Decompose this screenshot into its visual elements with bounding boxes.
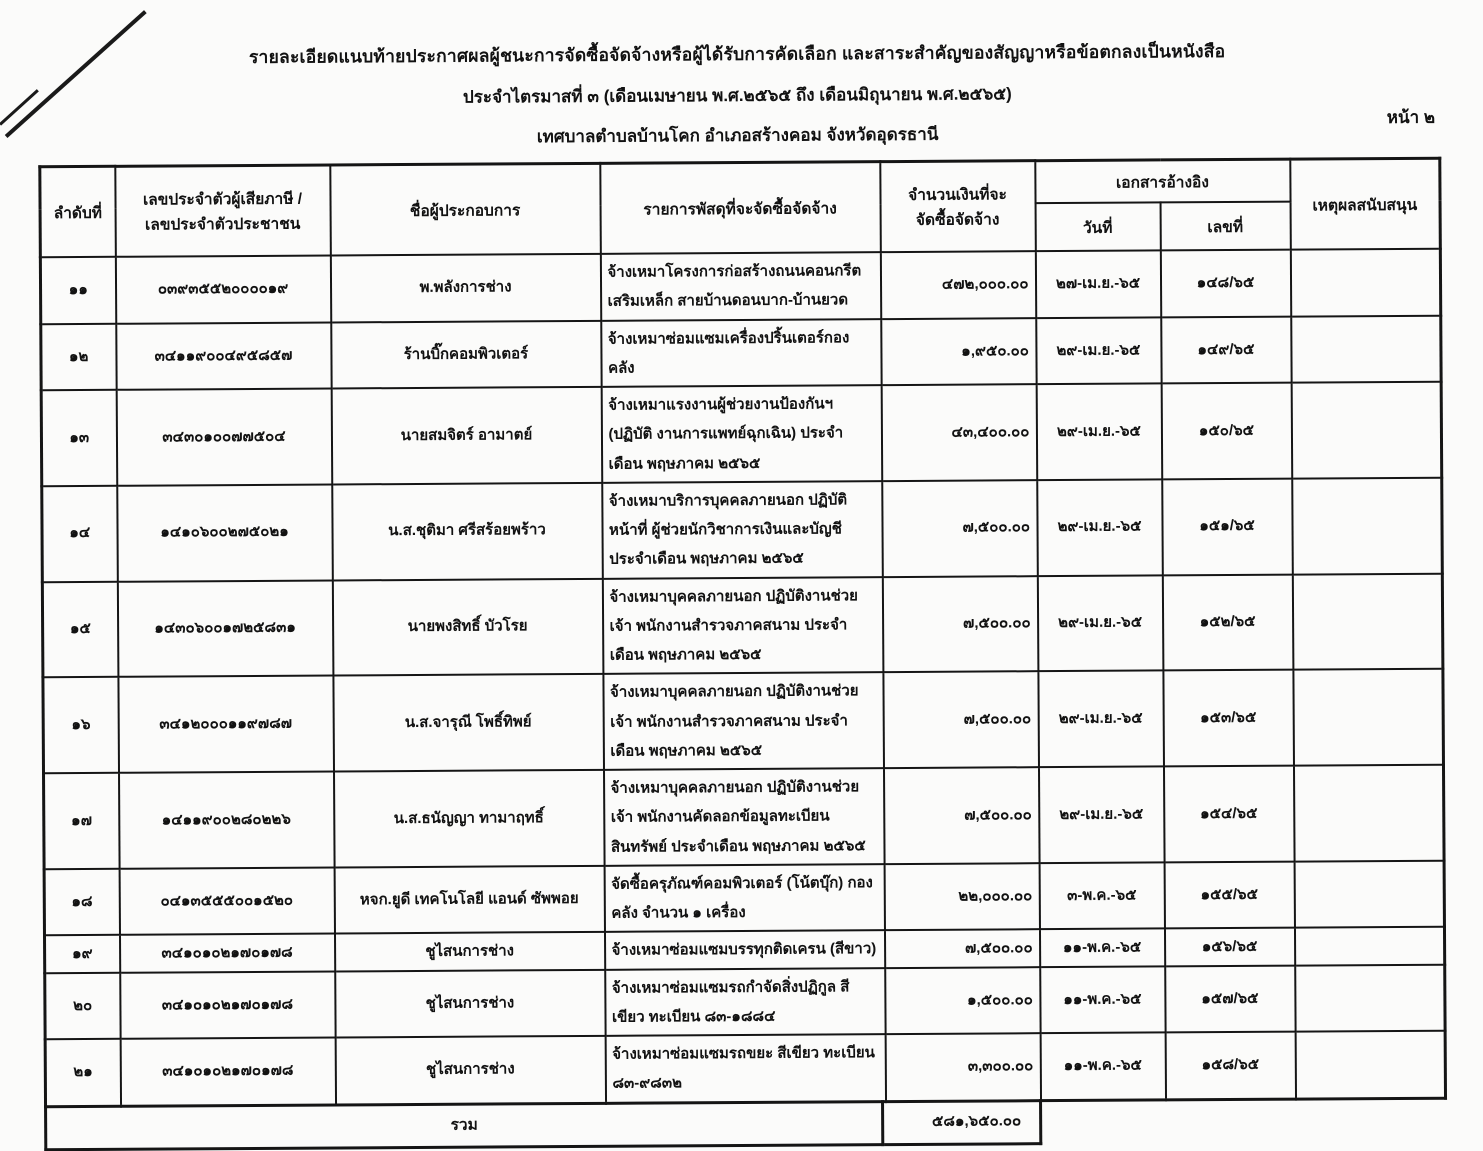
row-reason	[1290, 249, 1440, 316]
table-row	[44, 765, 1445, 869]
row-seq: ๑๗	[44, 773, 120, 869]
total-amount: ๕๘๑,๖๕๐.๐๐	[884, 1099, 1042, 1146]
document-title-line1: รายละเอียดแนบท้ายประกาศผลผู้ชนะการจัดซื้อจัดจ้างหรือผู้ได้รับการคัดเลือก และสาระสำคัญของสัญญาหรือข้อตกลงเป็นหนังสือ	[248, 41, 1226, 67]
document-header	[0, 0, 1477, 154]
row-reason	[1295, 1031, 1445, 1099]
row-seq: ๒๑	[45, 1039, 120, 1106]
row-vendor: นายพงสิทธิ์ บัวโรย	[332, 578, 603, 675]
row-item: จ้างเหมาบุคคลภายนอก ปฏิบัติงานช่วยเจ้า พนักงานสำรวจภาคสนาม ประจำเดือน พฤษภาคม ๒๕๖๕	[603, 672, 884, 769]
row-reference-date: ๓-พ.ค.-๖๕	[1039, 862, 1164, 929]
row-reason	[1293, 669, 1444, 766]
row-item: จ้างเหมาซ่อมแซมรถขยะ สีเขียว ทะเบียน ๘๓-๙๘๓๒	[605, 1034, 885, 1103]
header-reason: เหตุผลสนับสนุน	[1290, 158, 1441, 249]
row-item: จ้างเหมาซ่อมแซมรถกำจัดสิ่งปฏิกูล สีเขียว ทะเบียน ๘๓-๑๘๘๔	[605, 968, 885, 1036]
row-reason	[1294, 927, 1444, 965]
row-reference-date: ๒๙-เม.ย.-๖๕	[1038, 766, 1164, 863]
row-reference-date: ๒๙-เม.ย.-๖๕	[1037, 479, 1163, 576]
row-reference-number: ๑๕๗/๖๕	[1165, 965, 1295, 1032]
row-reference-number: ๑๕๘/๖๕	[1165, 1032, 1295, 1100]
row-item: จ้างเหมาซ่อมแซมเครื่องปริ้นเตอร์กองคลัง	[601, 319, 881, 387]
row-tax-id: ๑๔๑๐๖๐๐๒๗๕๐๒๑	[117, 484, 333, 581]
table-row	[44, 860, 1444, 935]
row-amount: ๔๗๒,๐๐๐.๐๐	[880, 251, 1035, 318]
row-reason	[1294, 765, 1445, 862]
row-amount: ๗,๕๐๐.๐๐	[883, 671, 1039, 768]
row-amount: ๗,๕๐๐.๐๐	[884, 929, 1039, 967]
header-vendor: ชื่อผู้ประกอบการ	[330, 163, 601, 255]
table-row	[45, 1031, 1445, 1107]
row-reference-number: ๑๕๓/๖๕	[1163, 670, 1294, 767]
row-reason	[1292, 477, 1443, 574]
row-reference-number: ๑๕๕/๖๕	[1164, 861, 1294, 928]
row-tax-id: ๐๔๑๓๕๕๕๐๐๑๕๒๐	[119, 867, 334, 935]
header-reference-date: วันที่	[1035, 202, 1160, 251]
row-tax-id: ๓๔๑๐๑๐๒๑๗๐๑๗๘	[120, 971, 335, 1039]
row-tax-id: ๓๔๑๐๑๐๒๑๗๐๑๗๘	[119, 934, 334, 973]
row-tax-id: ๑๔๓๐๖๐๐๑๗๒๕๘๓๑	[117, 580, 333, 677]
row-seq: ๑๖	[43, 677, 119, 773]
row-seq: ๑๓	[41, 390, 117, 486]
row-seq: ๑๕	[42, 581, 118, 677]
row-item: จ้างเหมาโครงการก่อสร้างถนนคอนกรีต เสริมเหล็ก สายบ้านดอนบาก-บ้านยวด	[600, 252, 880, 320]
procurement-table-wrapper	[38, 157, 1444, 1108]
row-amount: ๒๒,๐๐๐.๐๐	[884, 863, 1039, 930]
row-seq: ๑๙	[44, 935, 119, 973]
header-seq: ลำดับที่	[40, 166, 116, 257]
row-vendor: นายสมจิตร์ อามาตย์	[331, 387, 602, 484]
row-reason	[1295, 964, 1445, 1031]
row-vendor: ชูไสนการช่าง	[335, 1036, 605, 1105]
row-item: จ้างเหมาบุคคลภายนอก ปฏิบัติงานช่วยเจ้า พนักงานคัดลอกข้อมูลทะเบียนสินทรัพย์ ประจำเดือน พฤษภาคม ๒๕๖๕	[603, 768, 884, 865]
row-vendor: น.ส.จารุณี โพธิ์ทิพย์	[333, 674, 604, 771]
row-amount: ๓,๓๐๐.๐๐	[885, 1033, 1040, 1101]
row-amount: ๔๓,๔๐๐.๐๐	[881, 384, 1037, 481]
row-amount: ๗,๕๐๐.๐๐	[883, 767, 1039, 864]
row-reference-number: ๑๕๒/๖๕	[1162, 574, 1293, 671]
row-amount: ๗,๕๐๐.๐๐	[882, 576, 1038, 673]
row-item: จัดซื้อครุภัณฑ์คอมพิวเตอร์ (โน้ตบุ๊ก) กอง คลัง จำนวน ๑ เครื่อง	[604, 864, 884, 932]
row-tax-id: ๓๔๑๒๐๐๐๑๑๙๗๘๗	[118, 676, 334, 773]
row-tax-id: ๓๔๑๑๙๐๐๔๙๕๘๕๗	[116, 322, 331, 390]
row-tax-id: ๓๔๑๐๑๐๒๑๗๐๑๗๘	[120, 1037, 335, 1105]
row-reference-date: ๒๙-เม.ย.-๖๕	[1037, 575, 1163, 672]
row-vendor: พ.พลังการช่าง	[330, 254, 600, 322]
row-reference-date: ๒๙-เม.ย.-๖๕	[1036, 317, 1161, 384]
row-vendor: น.ส.ธนัญญา ทามาฤทธิ์	[334, 770, 605, 867]
row-reason	[1291, 382, 1442, 479]
row-tax-id: ๓๔๓๐๑๐๐๗๗๕๐๔	[116, 388, 332, 485]
row-reference-number: ๑๕๖/๖๕	[1164, 928, 1294, 966]
row-reason	[1292, 573, 1443, 670]
total-label: รวม	[44, 1100, 884, 1151]
table-header	[40, 158, 1441, 257]
row-tax-id: ๐๓๙๓๕๕๒๐๐๐๐๑๙	[115, 255, 330, 323]
table-row	[43, 669, 1444, 773]
row-item: จ้างเหมาซ่อมแซมบรรทุกติดเครน (สีขาว)	[604, 930, 884, 969]
header-item: รายการพัสดุที่จะจัดซื้อจัดจ้าง	[600, 162, 881, 254]
row-seq: ๑๔	[42, 486, 118, 582]
row-seq: ๑๑	[40, 257, 115, 324]
row-reference-date: ๒๙-เม.ย.-๖๕	[1036, 383, 1162, 480]
header-reference-group: เอกสารอ้างอิง	[1035, 159, 1290, 203]
row-item: จ้างเหมาแรงงานผู้ช่วยงานป้องกันฯ (ปฏิบัติ งานการแพทย์ฉุกเฉิน) ประจำเดือน พฤษภาคม ๒๕๖๕	[601, 385, 882, 482]
row-vendor: ชูไสนการช่าง	[335, 969, 605, 1037]
row-amount: ๗,๕๐๐.๐๐	[882, 480, 1038, 577]
row-seq: ๑๒	[41, 323, 116, 390]
table-row	[45, 964, 1445, 1039]
table-row	[40, 249, 1440, 324]
table-body	[40, 249, 1445, 1107]
row-reason	[1294, 860, 1444, 927]
row-reference-number: ๑๕๐/๖๕	[1161, 383, 1292, 480]
header-tax-id: เลขประจำตัวผู้เสียภาษี / เลขประจำตัวประชาชน	[115, 165, 331, 257]
row-vendor: หจก.ยูดี เทคโนโลยี แอนด์ ซัพพอย	[334, 866, 604, 934]
procurement-table	[38, 157, 1447, 1108]
table-row	[42, 573, 1443, 677]
document-title-line3: เทศบาลตำบลบ้านโคก อำเภอสร้างคอม จังหวัดอุดรธานี	[536, 124, 939, 147]
row-amount: ๑,๕๐๐.๐๐	[885, 967, 1040, 1034]
row-seq: ๑๘	[44, 869, 119, 936]
row-reference-date: ๑๑-พ.ค.-๖๕	[1040, 966, 1165, 1033]
row-reference-number: ๑๔๘/๖๕	[1160, 250, 1290, 317]
row-vendor: ร้านบิ๊กคอมพิวเตอร์	[331, 320, 601, 388]
row-tax-id: ๑๔๑๑๙๐๐๒๘๐๒๒๖	[119, 771, 335, 868]
table-row	[41, 382, 1442, 486]
row-seq: ๒๐	[45, 972, 120, 1039]
row-item: จ้างเหมาบุคคลภายนอก ปฏิบัติงานช่วยเจ้า พนักงานสำรวจภาคสนาม ประจำเดือน พฤษภาคม ๒๕๖๕	[602, 577, 883, 674]
row-amount: ๑,๙๕๐.๐๐	[881, 318, 1036, 385]
table-row	[42, 477, 1443, 581]
document-title-line2: ประจำไตรมาสที่ ๓ (เดือนเมษายน พ.ศ.๒๕๖๕ ถึง เดือนมิถุนายน พ.ศ.๒๕๖๕)	[462, 84, 1012, 107]
row-reference-date: ๒๙-เม.ย.-๖๕	[1038, 671, 1164, 768]
total-row	[44, 1096, 1483, 1151]
row-vendor: น.ส.ชุติมา ศรีสร้อยพร้าว	[332, 483, 603, 580]
page-number: หน้า ๒	[1386, 107, 1436, 128]
row-reference-number: ๑๕๔/๖๕	[1163, 766, 1294, 863]
row-item: จ้างเหมาบริการบุคคลภายนอก ปฏิบัติหน้าที่ ผู้ช่วยนักวิชาการเงินและบัญชี ประจำเดือน พฤษภาคม ๒๕๖๕	[602, 481, 883, 578]
row-reference-number: ๑๕๑/๖๕	[1162, 478, 1293, 575]
row-reference-number: ๑๔๙/๖๕	[1161, 316, 1291, 383]
table-row	[41, 315, 1441, 390]
row-reference-date: ๒๗-เม.ย.-๖๕	[1035, 250, 1160, 317]
row-reference-date: ๑๑-พ.ค.-๖๕	[1039, 929, 1164, 967]
row-vendor: ชูไสนการช่าง	[334, 932, 604, 971]
row-reference-date: ๑๑-พ.ค.-๖๕	[1040, 1032, 1165, 1100]
header-amount: จำนวนเงินที่จะ จัดซื้อจัดจ้าง	[880, 161, 1036, 252]
header-reference-number: เลขที่	[1160, 202, 1290, 251]
row-reason	[1291, 315, 1441, 382]
